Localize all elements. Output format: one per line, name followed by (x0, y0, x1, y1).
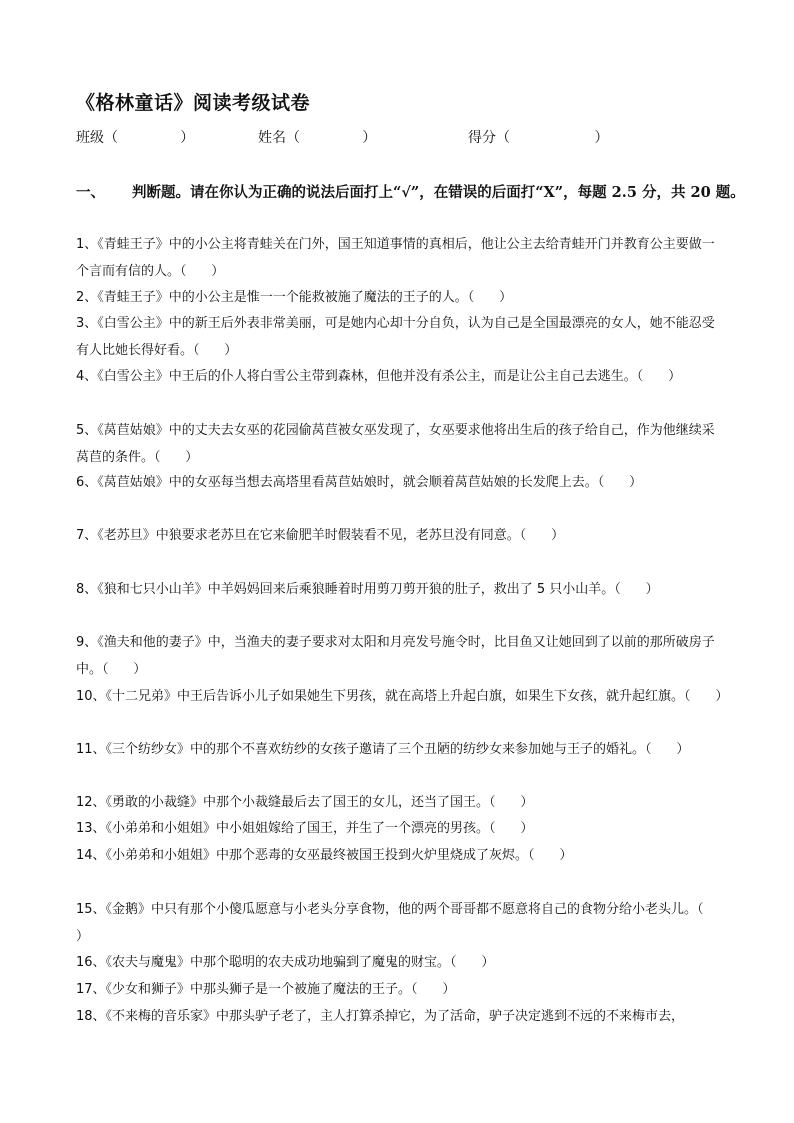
question-15: 15、《金鹅》中只有那个小傻瓜愿意与小老头分享食物，他的两个哥哥都不愿意将自己的食物分给小老头儿。（ ） (76, 902, 729, 944)
question-9: 9、《渔夫和他的妻子》中，当渔夫的妻子要求对太阳和月亮发号施令时，比目鱼又让她回到了以前的那所破房子中。（ ） (76, 635, 715, 677)
question-1: 1、《青蛙王子》中的小公主将青蛙关在门外，国王知道事情的真相后，他让公主去给青蛙开门并教育公主要做一个言而有信的人。（ ） (76, 237, 715, 279)
exam-title: 《格林童话》阅读考级试卷 (76, 92, 311, 114)
section-number: 一、 (76, 184, 105, 201)
section-instruction: 判断题。请在你认为正确的说法后面打上“√”，在错误的后面打“X”，每题 2.5 分，共 20 题。 (132, 184, 745, 201)
question-7: 7、《老苏旦》中狼要求老苏旦在它来偷肥羊时假装看不见，老苏旦没有同意。（ ） (76, 528, 565, 543)
question-8: 8、《狼和七只小山羊》中羊妈妈回来后乘狼睡着时用剪刀剪开狼的肚子，救出了 5 只小山羊。（ ） (76, 582, 659, 597)
question-11: 11、《三个纺纱女》中的那个不喜欢纺纱的女孩子邀请了三个丑陋的纺纱女来参加她与王子的婚礼。（ ） (76, 742, 690, 757)
score-field: 得分（ ） (468, 130, 609, 146)
section-header (52, 180, 752, 206)
question-4: 4、《白雪公主》中王后的仆人将白雪公主带到森林，但他并没有杀公主，而是让公主自己去逃生。（ ） (76, 369, 682, 384)
question-3: 3、《白雪公主》中的新王后外表非常美丽，可是她内心却十分自负，认为自己是全国最漂亮的女人，她不能忍受有人比她长得好看。（ ） (76, 316, 715, 358)
question-14: 14、《小弟弟和小姐姐》中那个恶毒的女巫最终被国王投到火炉里烧成了灰烬。（ ） (76, 848, 573, 863)
name-field: 姓名（ ） (258, 130, 377, 146)
question-16: 16、《农夫与魔鬼》中那个聪明的农夫成功地骗到了魔鬼的财宝。（ ） (76, 955, 495, 970)
question-5: 5、《莴苣姑娘》中的丈夫去女巫的花园偷莴苣被女巫发现了，女巫要求他将出生后的孩子给自己，作为他继续采莴苣的条件。（ ） (76, 423, 715, 465)
question-6: 6、《莴苣姑娘》中的女巫每当想去高塔里看莴苣姑娘时，就会顺着莴苣姑娘的长发爬上去。（ ） (76, 475, 643, 490)
class-field: 班级（ ） (76, 130, 195, 146)
question-13: 13、《小弟弟和小姐姐》中小姐姐嫁给了国王，并生了一个漂亮的男孩。（ ） (76, 821, 534, 836)
question-2: 2、《青蛙王子》中的小公主是惟一一个能救被施了魔法的王子的人。（ ） (76, 290, 513, 305)
question-18: 18、《不来梅的音乐家》中那头驴子老了，主人打算杀掉它，为了活命，驴子决定逃到不远的不来梅市去， (76, 1009, 685, 1024)
question-12: 12、《勇敢的小裁缝》中那个小裁缝最后去了国王的女儿，还当了国王。（ ） (76, 795, 534, 810)
question-17: 17、《少女和狮子》中那头狮子是一个被施了魔法的王子。（ ） (76, 982, 456, 997)
question-10: 10、《十二兄弟》中王后告诉小儿子如果她生下男孩，就在高塔上升起白旗，如果生下女孩，就升起红旗。（ ） (76, 689, 729, 704)
